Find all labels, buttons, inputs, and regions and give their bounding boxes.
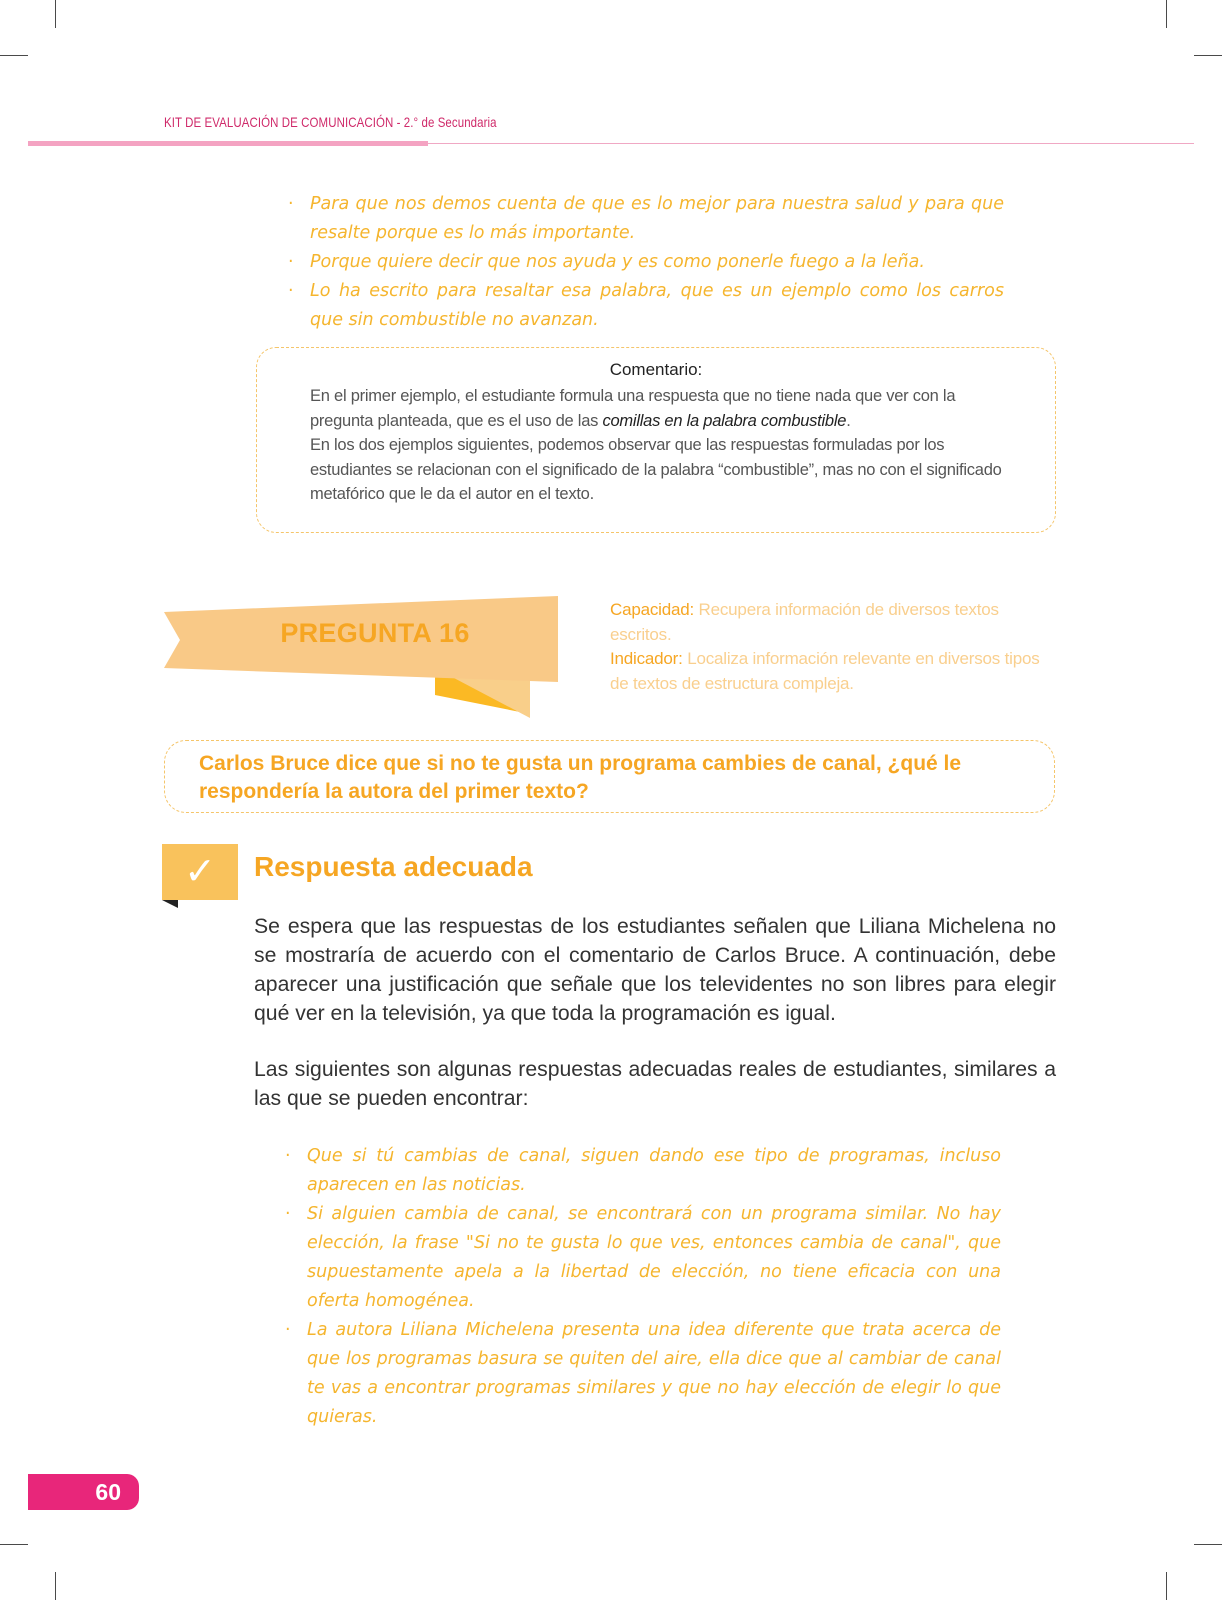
- indicador-label: Indicador:: [610, 649, 683, 669]
- comment-text: .: [846, 411, 851, 430]
- section-title: Respuesta adecuada: [254, 851, 533, 882]
- pregunta-label: PREGUNTA 16: [280, 618, 470, 648]
- list-item: · Para que nos demos cuenta de que es lo mejor para nuestra salud y para que resalte porque es lo más importante.: [286, 190, 1004, 248]
- crop-mark: [1166, 1572, 1167, 1600]
- comment-text: En los dos ejemplos siguientes, podemos observar que las respuestas formuladas por los estudiantes se relacionan con el significado de la palabra “combustible”, mas no con el significado metafórico que le da el autor en el texto.: [310, 436, 1002, 504]
- header-rule-accent: [28, 141, 428, 146]
- check-badge-fold: [162, 900, 178, 910]
- list-item: · La autora Liliana Michelena presenta una idea diferente que trata acerca de que los programas basura se quiten del aire, ella dice que al cambiar de canal te vas a encontrar programas similares y que no hay elección de elegir lo que quieras.: [283, 1316, 1001, 1432]
- crop-mark: [0, 1544, 28, 1545]
- crop-mark: [1166, 0, 1167, 28]
- list-item: · Que si tú cambias de canal, siguen dando ese tipo de programas, incluso aparecen en las noticias.: [283, 1142, 1001, 1200]
- question-text: Carlos Bruce dice que si no te gusta un programa cambies de canal, ¿qué le respondería la autora del primer texto?: [199, 752, 962, 803]
- comment-title: Comentario:: [609, 360, 703, 379]
- crop-mark: [55, 1572, 56, 1600]
- crop-mark: [1194, 1544, 1222, 1545]
- comment-emphasis: comillas en la palabra combustible: [602, 411, 847, 430]
- pregunta-banner: [160, 590, 565, 718]
- capacidad-indicador: [610, 598, 1050, 696]
- body-paragraph: Se espera que las respuestas de los estudiantes señalen que Liliana Michelena no se mostraría de acuerdo con el comentario de Carlos Bruce. A continuación, debe aparecer una justificación que señale que los televidentes no son libres para elegir qué ver en la televisión, ya que toda la programación es igual.: [254, 915, 1056, 1025]
- list-item: · Lo ha escrito para resaltar esa palabra, que es un ejemplo como los carros que sin combustible no avanzan.: [286, 277, 1004, 335]
- crop-mark: [55, 0, 56, 28]
- body-paragraph: Las siguientes son algunas respuestas adecuadas reales de estudiantes, similares a las que se pueden encontrar:: [254, 1058, 1056, 1110]
- capacidad-text: Recupera información de diversos textos escritos.: [610, 600, 999, 644]
- check-icon: ✓: [184, 851, 216, 893]
- student-answers-top: [286, 190, 1004, 335]
- capacidad-label: Capacidad:: [610, 600, 695, 619]
- list-item: · Si alguien cambia de canal, se encontrará con un programa similar. No hay elección, la frase "Si no te gusta lo que ves, entonces cambia de canal", que supuestamente apela a la libertad de elección, no tiene eficacia con una oferta homogénea.: [283, 1200, 1001, 1316]
- comment-body: [310, 384, 1010, 507]
- crop-mark: [1194, 55, 1222, 56]
- comment-text: En el primer ejemplo, el estudiante formula una respuesta que no tiene nada que ver con la pregunta planteada, que es el uso de las: [310, 387, 956, 430]
- running-header: KIT DE EVALUACIÓN DE COMUNICACIÓN - 2.° de Secundaria: [164, 114, 497, 130]
- indicador-text: Localiza información relevante en diversos tipos de textos de estructura compleja.: [610, 649, 1040, 693]
- crop-mark: [0, 55, 28, 56]
- student-answers-bottom: [283, 1142, 1001, 1432]
- list-item: · Porque quiere decir que nos ayuda y es como ponerle fuego a la leña.: [286, 248, 1004, 277]
- page-number: 60: [95, 1479, 121, 1505]
